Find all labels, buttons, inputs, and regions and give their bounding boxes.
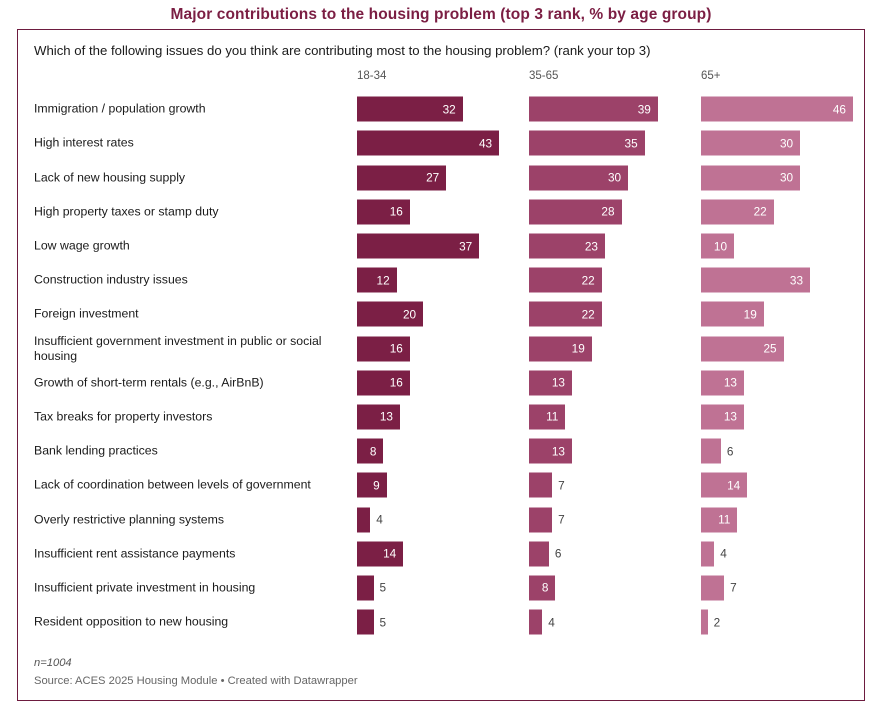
bar[interactable] [357,302,423,327]
bar[interactable] [529,507,565,532]
row-label: High property taxes or stamp duty [34,204,219,219]
bar-value-label: 13 [723,375,737,390]
bar[interactable] [357,131,499,156]
bar[interactable] [529,199,622,224]
row-label: Bank lending practices [34,443,158,458]
bar[interactable] [701,234,734,259]
bar-group-65+ [701,366,853,400]
row-label: Lack of coordination between levels of government [34,477,311,492]
bar-group-35-65 [529,434,681,468]
bar-value-label: 13 [379,409,393,424]
bar-group-35-65 [529,126,681,160]
bar-group-35-65 [529,366,681,400]
bar-group-18-34 [357,605,509,639]
chart-row [18,502,864,536]
bar-value-label: 12 [376,273,390,288]
bar[interactable] [529,268,602,293]
series-header-35-65: 35-65 [529,70,559,83]
chart-row [18,468,864,502]
bar-value-label: 22 [753,204,767,219]
bar[interactable] [701,165,800,190]
bar-group-18-34 [357,229,509,263]
bar-value-label: 5 [379,615,387,630]
bar-group-65+ [701,126,853,160]
bar-group-65+ [701,502,853,536]
bar[interactable] [357,234,479,259]
bar[interactable] [357,404,400,429]
chart-frame [17,29,865,701]
bar-value-label: 32 [442,102,456,117]
bar-value-label: 20 [402,307,417,322]
bar-value-label: 16 [389,341,403,356]
bar-value-label: 23 [584,239,598,253]
bar-group-18-34 [357,195,509,229]
bar[interactable] [357,336,410,361]
bar[interactable] [357,439,383,464]
bar-value-label: 25 [763,341,777,356]
chart-row [18,331,864,365]
bar[interactable] [701,131,800,156]
bar[interactable] [357,97,463,122]
bar-value-label: 4 [720,546,727,561]
row-label: Insufficient private investment in housing [34,580,256,595]
bar-value-label: 7 [558,478,565,493]
bar[interactable] [357,268,397,293]
bar-value-label: 14 [727,478,741,493]
bar[interactable] [529,97,658,122]
bar[interactable] [701,404,744,429]
bar-group-18-34 [357,366,509,400]
chart-row [18,297,864,331]
bar[interactable] [701,336,784,361]
bar[interactable] [529,575,555,600]
chart-source: Source: ACES 2025 Housing Module • Created with Datawrapper [34,674,358,687]
bar-value-label: 16 [389,204,403,219]
bar-value-label: 19 [571,341,585,356]
row-label: Construction industry issues [34,272,188,287]
chart-row [18,605,864,639]
bar-group-35-65 [529,502,681,536]
bar-value-label: 30 [608,170,622,185]
bar-group-65+ [701,571,853,605]
row-label: Overly restrictive planning systems [34,512,224,526]
chart-row [18,434,864,468]
bar-group-35-65 [529,161,681,195]
bar[interactable] [701,439,734,464]
bar-value-label: 30 [780,136,794,151]
bar-value-label: 30 [780,170,794,185]
series-header-18-34: 18-34 [357,70,387,83]
bar-group-18-34 [357,571,509,605]
bar-group-18-34 [357,537,509,571]
bar-group-35-65 [529,263,681,297]
bar-value-label: 37 [459,239,473,253]
bar[interactable] [701,541,727,566]
bar[interactable] [357,610,387,635]
bar-value-label: 46 [832,102,846,117]
bar-group-65+ [701,605,853,639]
bar-group-65+ [701,161,853,195]
row-label: Lack of new housing supply [34,170,186,185]
row-label: Growth of short-term rentals (e.g., AirBnB) [34,375,264,390]
bar-value-label: 28 [601,204,615,219]
bar[interactable] [529,165,628,190]
bar[interactable] [357,541,403,566]
bar-group-18-34 [357,502,509,536]
bar-value-label: 6 [726,444,734,459]
bar[interactable] [357,575,387,600]
bar-group-35-65 [529,92,681,126]
bar[interactable] [529,439,572,464]
bar-value-label: 39 [637,102,651,117]
chart-title: Major contributions to the housing problem (top 3 rank, % by age group) [170,6,712,23]
bar-group-65+ [701,331,853,365]
bar-value-label: 16 [389,375,403,390]
bar-value-label: 43 [478,136,493,151]
bar-value-label: 8 [541,580,549,595]
bar-value-label: 19 [743,307,757,322]
bar-value-label: 10 [713,239,728,253]
bar-value-label: 27 [426,170,440,185]
bar[interactable] [529,370,572,395]
bar-value-label: 4 [376,512,383,527]
bar[interactable] [357,370,410,395]
bar-group-18-34 [357,331,509,365]
bar[interactable] [529,302,602,327]
row-label: Low wage growth [34,238,130,253]
chart-row [18,195,864,229]
bar[interactable] [529,541,562,566]
bar[interactable] [357,165,446,190]
bar[interactable] [529,131,645,156]
bar[interactable] [529,404,565,429]
bar-group-18-34 [357,468,509,502]
sample-size: n=1004 [34,657,72,670]
row-label: Insufficient government investment in public or social housing [34,333,322,363]
bar-group-18-34 [357,263,509,297]
row-label: Insufficient rent assistance payments [34,546,236,561]
bar-group-65+ [701,229,853,263]
bar[interactable] [701,473,747,498]
bar-value-label: 9 [373,478,380,493]
bar[interactable] [529,473,565,498]
bar-value-label: 8 [369,444,377,459]
bar[interactable] [529,336,592,361]
bar-group-65+ [701,92,853,126]
bar-group-18-34 [357,434,509,468]
bar[interactable] [701,507,737,532]
bar[interactable] [701,268,810,293]
row-label: Foreign investment [34,306,139,321]
chart-row [18,263,864,297]
bar-value-label: 11 [546,409,559,424]
bar-group-65+ [701,434,853,468]
bar-value-label: 22 [581,273,595,288]
bar[interactable] [357,473,387,498]
bar-group-18-34 [357,126,509,160]
bar[interactable] [701,575,737,600]
bar[interactable] [357,507,383,532]
bar[interactable] [701,199,774,224]
bar-group-35-65 [529,400,681,434]
bar-value-label: 14 [383,546,397,561]
chart-row [18,229,864,263]
bar-group-18-34 [357,92,509,126]
bar[interactable] [701,302,764,327]
bar[interactable] [701,610,721,635]
bar-group-35-65 [529,571,681,605]
row-label: Tax breaks for property investors [34,409,213,424]
bar-group-35-65 [529,537,681,571]
bar-group-18-34 [357,161,509,195]
row-label: Immigration / population growth [34,101,206,116]
bar-group-35-65 [529,468,681,502]
bar-group-65+ [701,195,853,229]
bar[interactable] [701,370,744,395]
bar-value-label: 33 [789,273,804,288]
bar[interactable] [357,199,410,224]
chart-row [18,571,864,605]
chart-row [18,92,864,126]
bar-group-35-65 [529,195,681,229]
bar-group-35-65 [529,229,681,263]
series-header-65-plus: 65+ [701,70,721,83]
bar-group-65+ [701,468,853,502]
row-label: Resident opposition to new housing [34,614,229,629]
bar[interactable] [701,97,853,122]
bar-group-18-34 [357,400,509,434]
bar[interactable] [529,610,555,635]
bar-value-label: 11 [718,512,731,527]
bar-group-35-65 [529,297,681,331]
bar-value-label: 4 [548,615,555,630]
bar-group-65+ [701,400,853,434]
bar-value-label: 13 [551,375,565,390]
bar-value-label: 13 [551,444,565,459]
bar[interactable] [529,234,605,259]
bar-value-label: 7 [558,512,565,527]
bar-value-label: 6 [554,546,562,561]
chart-rows [18,92,864,639]
chart-row [18,400,864,434]
chart-row [18,366,864,400]
bar-value-label: 2 [713,615,721,630]
bar-group-65+ [701,297,853,331]
bar-group-35-65 [529,605,681,639]
bar-value-label: 13 [723,409,737,424]
chart-footer [34,655,358,690]
row-label: High interest rates [34,135,134,150]
bar-value-label: 35 [624,136,638,151]
bar-group-65+ [701,263,853,297]
bar-group-35-65 [529,331,681,365]
bar-value-label: 7 [730,580,737,595]
chart-row [18,161,864,195]
bar-value-label: 22 [581,307,595,322]
bar-value-label: 5 [379,580,387,595]
bar-group-65+ [701,537,853,571]
chart-subtitle: Which of the following issues do you think are contributing most to the housing problem? (rank your top 3) [34,43,651,58]
bar-group-18-34 [357,297,509,331]
chart-row [18,537,864,571]
chart-row [18,126,864,160]
series-headers [18,70,864,90]
